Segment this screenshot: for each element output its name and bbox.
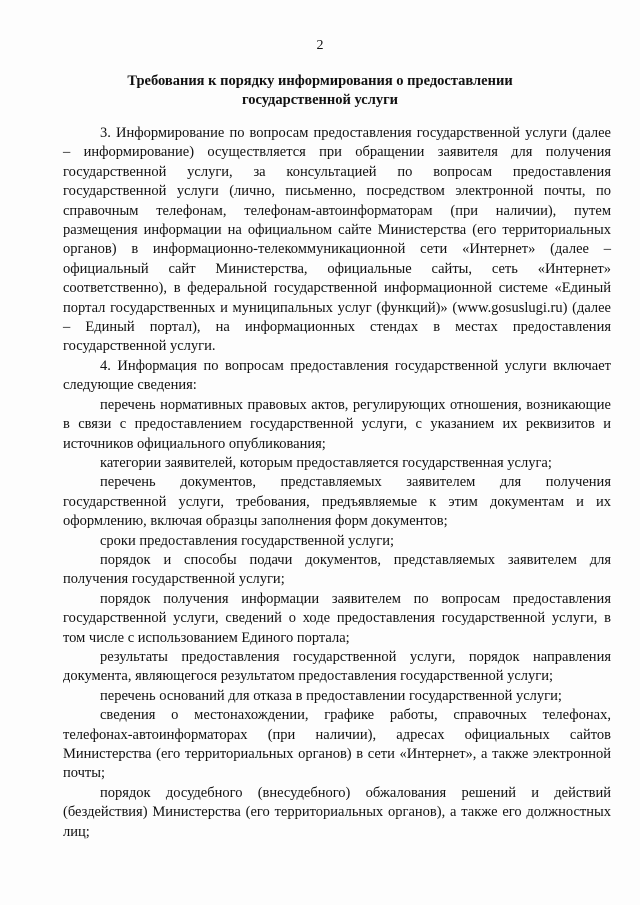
document-body bbox=[63, 124, 611, 842]
list-item-contact-details: сведения о местонахождении, графике работы, справочных телефонах, телефонах-автоинформаторах (при наличии), адресах официальных сайтов Министерства (его территориальных органов) в сети «Интернет», а также электронной почты; bbox=[63, 707, 611, 782]
paragraph-3-informing: 3. Информирование по вопросам предоставления государственной услуги (далее – информирование) осуществляется при обращении заявителя для получения государственной услуги, за консультацией по вопросам предоставления государственной услуги (лично, письменно, посредством электронной почты, по справочным телефонам, телефонам-автоинформаторам (при наличии), путем размещения информации на официальном сайте Министерства (его территориальных органов) в информационно-телекоммуникационной сети «Интернет» (далее – официальный сайт Министерства, официальные сайты, сеть «Интернет» соответственно), в федеральной государственной информационной системе «Единый портал государственных и муниципальных услуг (функций)» (www.gosuslugi.ru) (далее – Единый портал), на информационных стендах в местах предоставления государственной услуги. bbox=[63, 125, 611, 355]
list-item-information-procedure: порядок получения информации заявителем по вопросам предоставления государственной услуги, сведений о ходе предоставления государственной услуги, в том числе с использованием Единого портала; bbox=[63, 590, 611, 646]
section-heading-line-2: государственной услуги bbox=[241, 92, 399, 108]
list-item-required-documents: перечень документов, представляемых заявителем для получения государственной услуги, требования, предъявляемые к этим документам и их оформлению, включая образцы заполнения форм документов; bbox=[63, 474, 611, 530]
paragraph-4-information-contents: 4. Информация по вопросам предоставления государственной услуги включает следующие сведения: bbox=[63, 357, 611, 394]
list-item-applicant-categories: категории заявителей, которым предоставляется государственная услуга; bbox=[100, 454, 552, 471]
list-item-service-terms: сроки предоставления государственной услуги; bbox=[100, 532, 395, 549]
section-heading bbox=[80, 72, 560, 110]
list-item-refusal-grounds: перечень оснований для отказа в предоставлении государственной услуги; bbox=[100, 687, 562, 704]
section-heading-line-1: Требования к порядку информирования о предоставлении bbox=[127, 73, 513, 89]
list-item-legal-acts: перечень нормативных правовых актов, регулирующих отношения, возникающие в связи с предоставлением государственной услуги, с указанием их реквизитов и источников официального опубликования; bbox=[63, 396, 611, 452]
list-item-appeal-procedure: порядок досудебного (внесудебного) обжалования решений и действий (бездействия) Министерства (его территориальных органов), а также его должностных лиц; bbox=[63, 784, 611, 840]
page-number: 2 bbox=[316, 38, 324, 53]
list-item-service-results: результаты предоставления государственной услуги, порядок направления документа, являющегося результатом предоставления государственной услуги; bbox=[63, 648, 611, 685]
list-item-submission-methods: порядок и способы подачи документов, представляемых заявителем для получения государственной услуги; bbox=[63, 551, 611, 588]
